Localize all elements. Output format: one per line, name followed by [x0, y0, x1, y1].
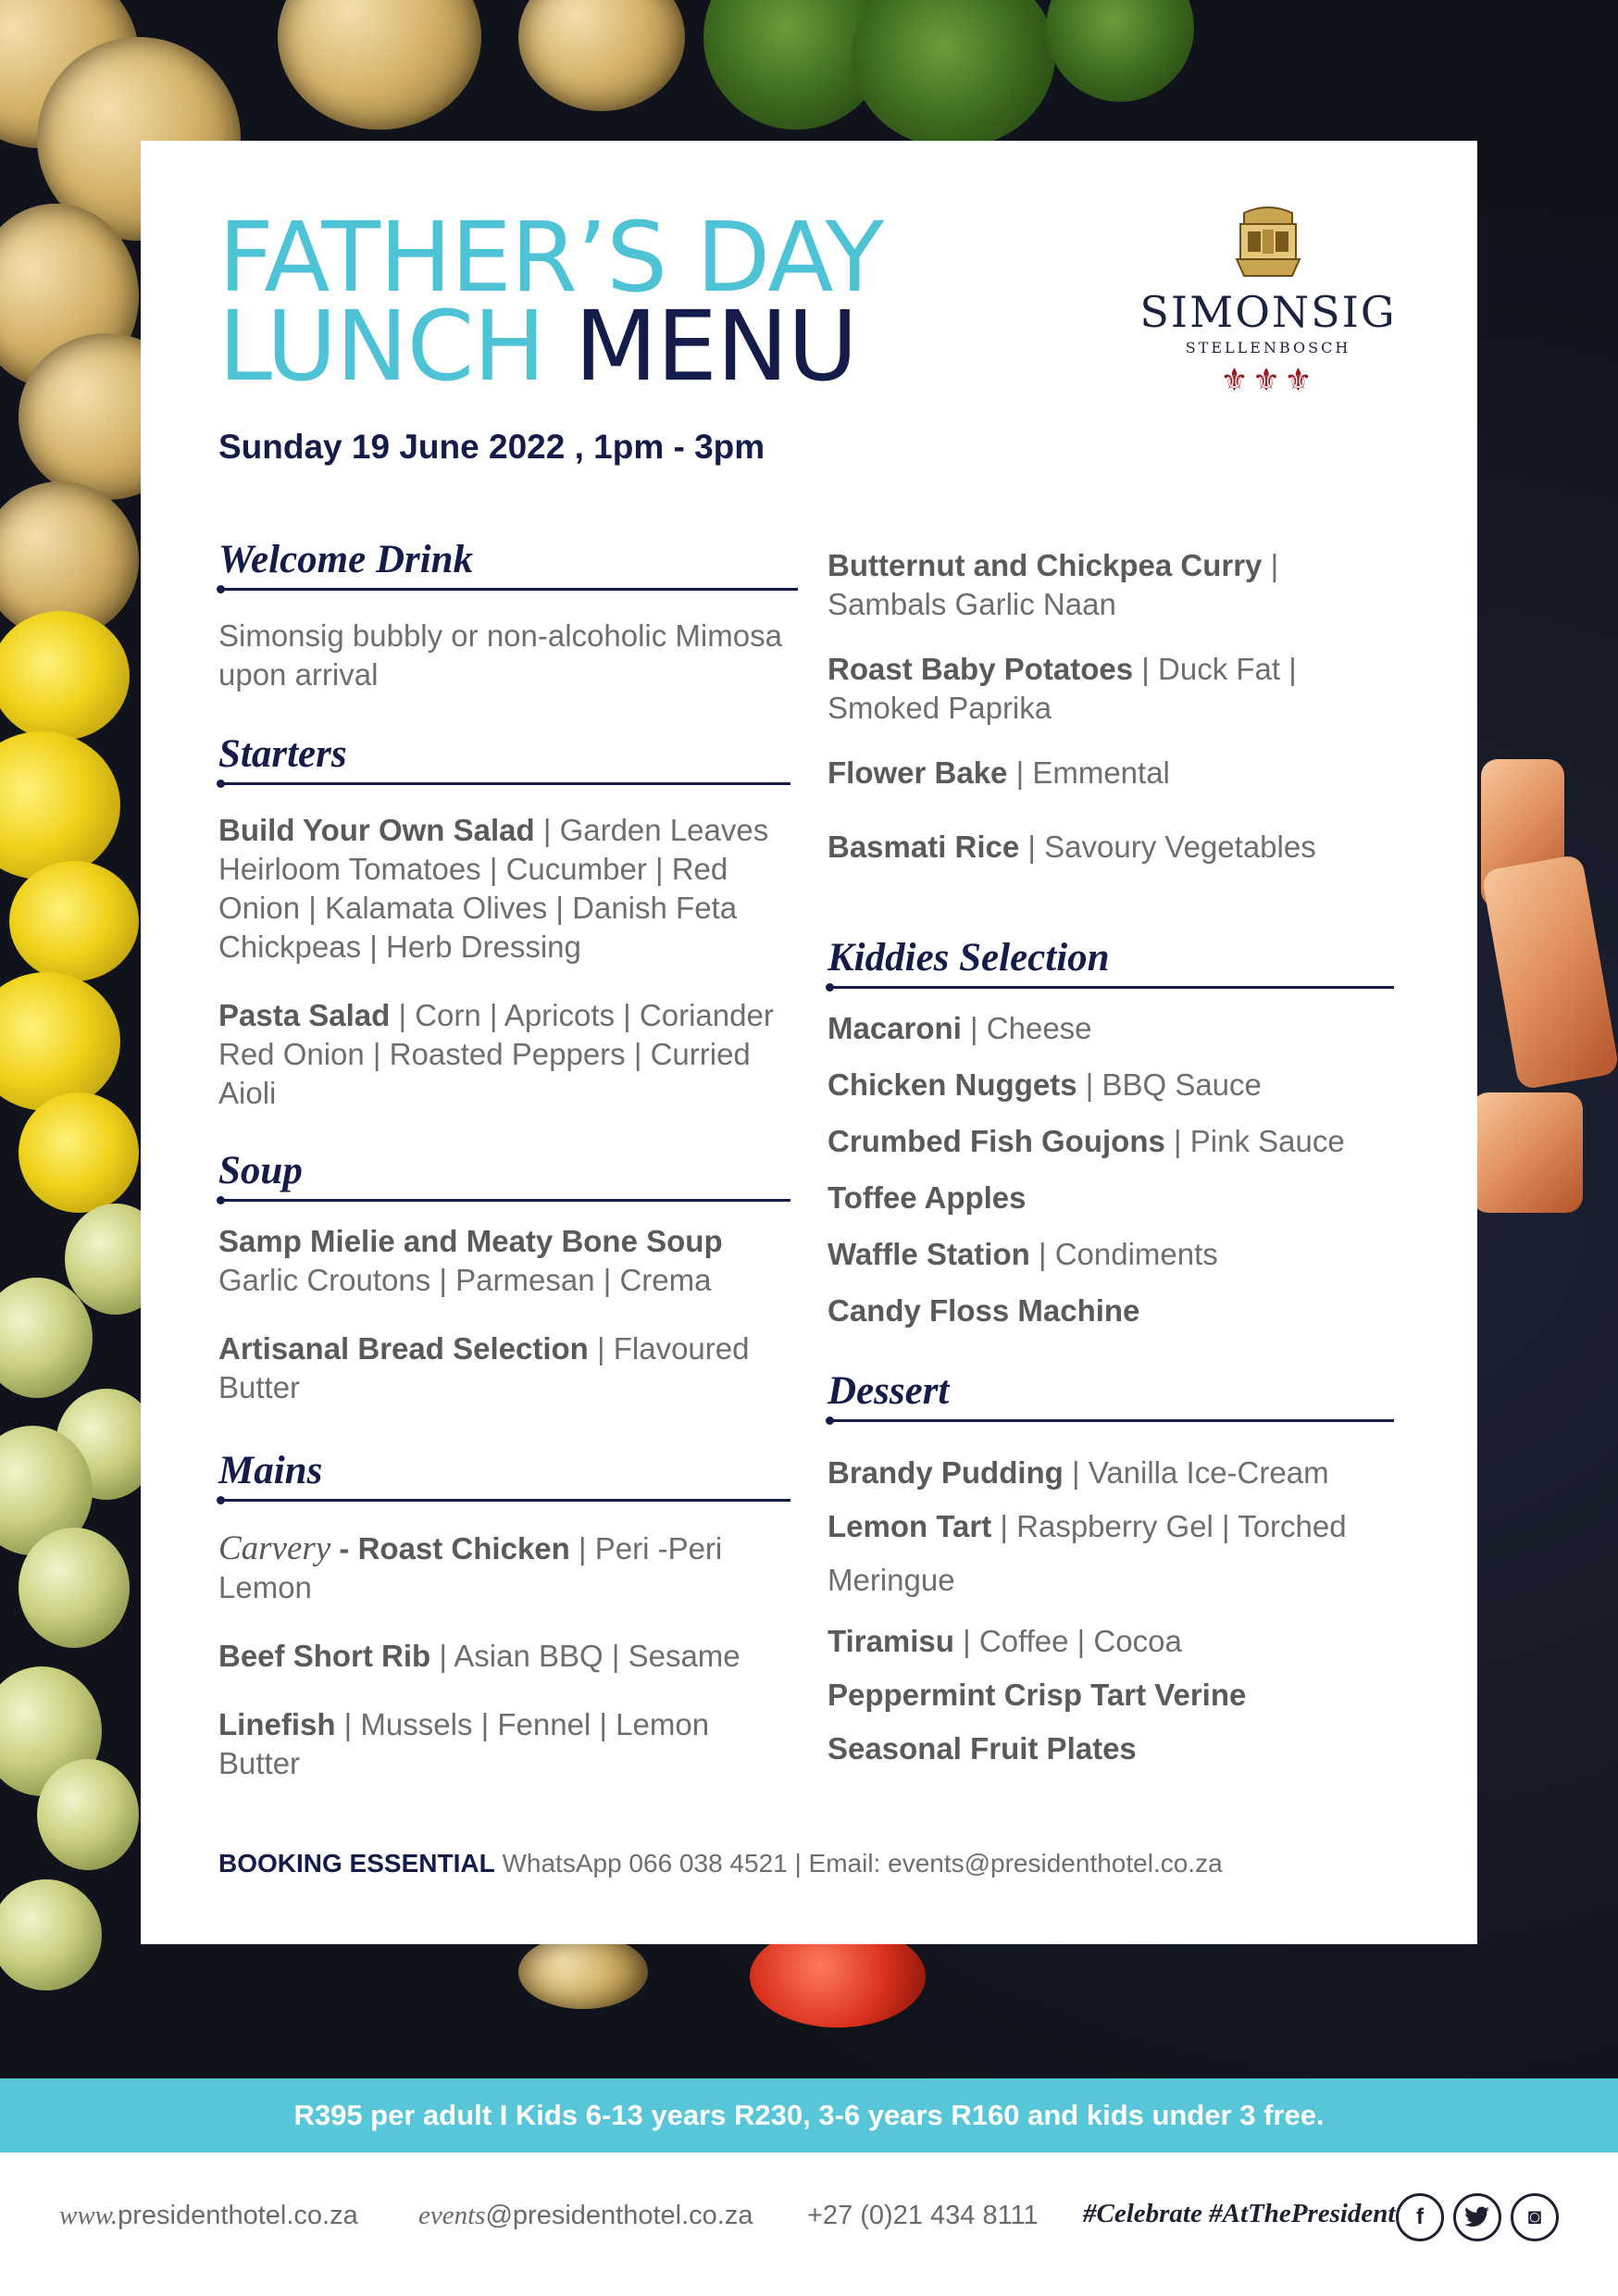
- item-desc: | Mussels | Fennel | Lemon Butter: [218, 1707, 710, 1780]
- section-soup: [218, 1148, 790, 1407]
- crest-icon: [1231, 206, 1305, 281]
- menu-item: [218, 1529, 790, 1607]
- menu-item: [828, 650, 1401, 728]
- email-domain: @presidenthotel.co.za: [485, 2201, 753, 2230]
- menu-card: [141, 141, 1477, 1944]
- facebook-icon[interactable]: f: [1396, 2193, 1444, 2241]
- item-name: Peppermint Crisp Tart Verine: [828, 1678, 1247, 1712]
- section-heading: Starters: [218, 732, 347, 776]
- logo-place: STELLENBOSCH: [1185, 339, 1351, 356]
- section-heading: Soup: [218, 1149, 303, 1192]
- web-prefix: www.: [59, 2201, 118, 2230]
- title-lunch: LUNCH: [218, 290, 545, 403]
- section-starters: [218, 731, 790, 1113]
- item-desc: | BBQ Sauce: [1077, 1067, 1262, 1102]
- item-name: - Roast Chicken: [330, 1531, 570, 1566]
- menu-item: [828, 828, 1401, 867]
- item-name: Macaroni: [828, 1011, 962, 1045]
- item-desc: | Corn | Apricots | Coriander Red Onion | Roasted Peppers | Curried Aioli: [218, 998, 774, 1110]
- item-name: Samp Mielie and Meaty Bone Soup: [218, 1224, 723, 1258]
- hashtags: #Celebrate #AtThePresident: [1083, 2199, 1396, 2228]
- phone-number[interactable]: +27 (0)21 434 8111: [807, 2201, 1039, 2230]
- menu-item: [828, 754, 1401, 792]
- item-desc: | Flavoured Butter: [218, 1331, 750, 1404]
- item-desc: | Raspberry Gel | Torched Meringue: [828, 1509, 1347, 1597]
- menu-item: [828, 1622, 1394, 1661]
- web-domain: presidenthotel.co.za: [118, 2201, 358, 2230]
- booking-info: [218, 1849, 1223, 1878]
- title-line-2: [218, 290, 883, 403]
- item-name: Build Your Own Salad: [218, 813, 535, 847]
- item-desc: | Pink Sauce: [1164, 1124, 1345, 1158]
- section-welcome-drink: [218, 537, 798, 694]
- item-desc: Garlic Croutons | Parmesan | Crema: [218, 1263, 712, 1297]
- item-desc: | Duck Fat | Smoked Paprika: [828, 652, 1297, 725]
- section-mains: [218, 1448, 790, 1783]
- menu-item: [218, 1329, 790, 1407]
- title-menu: MENU: [574, 290, 857, 403]
- item-name: Waffle Station: [828, 1237, 1030, 1271]
- item-desc: | Cheese: [961, 1011, 1092, 1045]
- carvery-label: Carvery: [218, 1529, 331, 1567]
- title-line-1: FATHER’S DAY: [218, 201, 884, 314]
- item-desc: | Emmental: [1007, 755, 1170, 790]
- section-divider: [218, 1199, 790, 1202]
- item-name: Tiramisu: [828, 1624, 954, 1658]
- simonsig-logo: [1139, 206, 1398, 399]
- section-divider: [218, 782, 790, 785]
- footer: [0, 2152, 1618, 2296]
- item-name: Pasta Salad: [218, 998, 391, 1032]
- item-desc: | Savoury Vegetables: [1019, 830, 1316, 864]
- item-desc: | Peri -Peri Lemon: [218, 1531, 723, 1604]
- booking-contact[interactable]: WhatsApp 066 038 4521 | Email: events@presidenthotel.co.za: [494, 1849, 1223, 1878]
- section-divider: [828, 1419, 1394, 1422]
- menu-item: [218, 811, 790, 967]
- item-name: Beef Short Rib: [218, 1639, 431, 1673]
- item-name: Seasonal Fruit Plates: [828, 1731, 1137, 1766]
- mains-sides: [828, 546, 1401, 867]
- menu-item: [828, 1676, 1394, 1715]
- menu-title: [218, 201, 884, 403]
- section-heading: Kiddies Selection: [828, 936, 1110, 980]
- item-name: Crumbed Fish Goujons: [828, 1124, 1165, 1158]
- item-name: Flower Bake: [828, 755, 1008, 790]
- twitter-icon[interactable]: [1453, 2193, 1501, 2241]
- menu-item: [828, 1235, 1394, 1274]
- section-divider: [218, 1499, 790, 1502]
- item-name: Lemon Tart: [828, 1509, 992, 1543]
- item-desc: | Condiments: [1029, 1237, 1218, 1271]
- menu-item: [828, 1179, 1394, 1217]
- item-name: Butternut and Chickpea Curry: [828, 548, 1263, 582]
- menu-item: [828, 1500, 1394, 1607]
- item-desc: | Asian BBQ | Sesame: [430, 1639, 741, 1673]
- section-kiddies: [828, 935, 1394, 1330]
- menu-item: [828, 1292, 1394, 1330]
- menu-item: [218, 1705, 790, 1783]
- menu-item: [828, 1009, 1394, 1048]
- item-name: Linefish: [218, 1707, 336, 1741]
- menu-item: [828, 1122, 1394, 1161]
- menu-item: [218, 1222, 790, 1300]
- menu-item: [218, 1637, 790, 1676]
- logo-brand: SIMONSIG: [1139, 287, 1397, 337]
- item-desc: | Vanilla Ice-Cream: [1063, 1455, 1329, 1490]
- section-heading: Welcome Drink: [218, 538, 474, 581]
- item-name: Artisanal Bread Selection: [218, 1331, 589, 1366]
- fleur-de-lis-icons: ⚜⚜⚜: [1220, 363, 1316, 398]
- item-name: Toffee Apples: [828, 1180, 1027, 1215]
- item-desc: | Coffee | Cocoa: [953, 1624, 1182, 1658]
- email-link[interactable]: [418, 2201, 753, 2231]
- section-heading: Mains: [218, 1449, 323, 1492]
- section-heading: Dessert: [828, 1369, 950, 1413]
- menu-item: [828, 546, 1401, 624]
- menu-item: [218, 996, 790, 1113]
- menu-item: [828, 1454, 1394, 1492]
- price-band: R395 per adult I Kids 6-13 years R230, 3-6 years R160 and kids under 3 free.: [0, 2078, 1618, 2152]
- section-dessert: [828, 1368, 1394, 1768]
- item-name: Roast Baby Potatoes: [828, 652, 1134, 686]
- item-name: Candy Floss Machine: [828, 1293, 1140, 1328]
- event-date: Sunday 19 June 2022 , 1pm - 3pm: [218, 428, 765, 466]
- item-name: Basmati Rice: [828, 830, 1020, 864]
- email-prefix: events: [418, 2201, 486, 2230]
- item-desc: | Garden Leaves Heirloom Tomatoes | Cucumber | Red Onion | Kalamata Olives | Danish Feta Chickpeas | Herb Dressing: [218, 813, 769, 964]
- welcome-text: Simonsig bubbly or non-alcoholic Mimosa upon arrival: [218, 618, 782, 692]
- section-divider: [828, 986, 1394, 989]
- instagram-icon[interactable]: ◙: [1511, 2193, 1559, 2241]
- menu-item: [828, 1729, 1394, 1768]
- item-name: Chicken Nuggets: [828, 1067, 1077, 1102]
- item-name: Brandy Pudding: [828, 1455, 1064, 1490]
- website-link[interactable]: [59, 2201, 358, 2231]
- menu-item: [828, 1066, 1394, 1104]
- twitter-bird-glyph: [1464, 2206, 1490, 2228]
- booking-label: BOOKING ESSENTIAL: [218, 1849, 495, 1878]
- section-divider: [218, 588, 798, 591]
- item-desc: | Sambals Garlic Naan: [828, 548, 1279, 621]
